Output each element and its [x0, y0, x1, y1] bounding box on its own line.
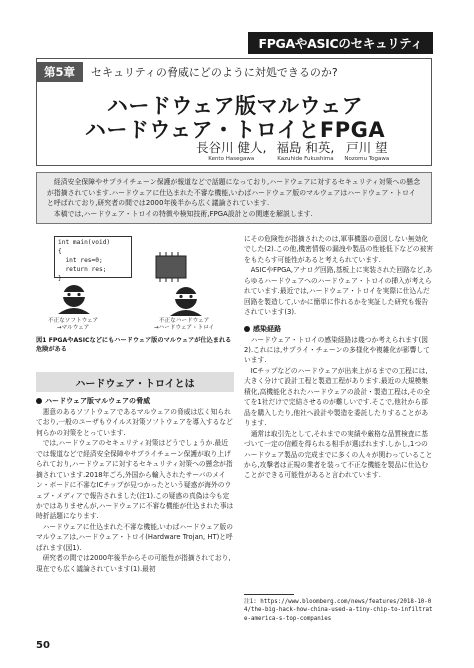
paragraph: ICチップなどのハードウェアが出来上がるまでの工程には,大きく分けて設計工程と製造工程があります.最近の大規模集積化,高機能化されたハードウェアの設計・製造工程は,その全てを1社だけで完結させるのが難しいです.そこで,他社から部品を購入したり,他社へ設計や製造を委託したりすることがあります.: [244, 366, 430, 428]
figure-1: [36, 234, 236, 334]
left-column: [36, 396, 234, 574]
chapter-row: [36, 62, 338, 82]
right-column: [244, 234, 434, 481]
subheading: [244, 324, 434, 335]
paragraph: ASICやFPGA,アナログ回路,基板上に実装された回路など,あらゆるハードウェアへのハードウェア・トロイの挿入が考えられています.最近では,ハードウェア・トロイを実際に仕込んだ回路を製造して,いかに簡単に作れるかを実証した研究も報告されています(3).: [244, 266, 433, 317]
label-hardware: [154, 318, 214, 333]
hacker-icon: [58, 285, 90, 314]
label-line: 不正なソフトウェア: [48, 318, 99, 324]
paragraph: ハードウェア・トロイの感染経路は幾つか考えられます(図2).これには,サプライ・チェーンの多様化や複雑化が影響しています.: [244, 335, 430, 365]
title-line-1: ハードウェア版マルウェア: [106, 94, 364, 118]
paragraph: ハードウェアに仕込まれた不審な機能,いわばハードウェア版のマルウェアは,ハードウェア・トロイ(Hardware Trojan, HT)と呼ばれます(図1).: [36, 522, 233, 552]
paragraph: では,ハードウェアのセキュリティ対策はどうでしょうか.最近では報道などで経済安全保障やサプライチェーン保護が取り上げられており,ハードウェアに対するセキュリティ対策への懸念が指摘されています.2018年ごろ,外国から輸入されたサーバのメイン・ボードに不審なICチップが見つかったという疑惑が海外のウェブ・メディアで報告されました(注1).この疑惑の真偽は今も定かではありませんが,ハードウェアに不審な機能が仕込まれた事は時折話題になります.: [36, 439, 234, 521]
author-name-ja: 福島 和英,: [276, 140, 335, 155]
section-heading: ハードウェア・トロイとは: [36, 372, 234, 392]
series-tag: FPGAやASICのセキュリティ: [248, 32, 433, 54]
author: [344, 138, 389, 162]
abstract: [36, 172, 432, 224]
chapter-badge: 第5章: [36, 62, 83, 82]
figure-caption: 図1 FPGAやASICなどにもハードウェア版のマルウェアが仕込まれる危険がある: [36, 337, 232, 354]
author-name-ja: 戸川 望: [346, 140, 388, 155]
bullet-icon: [244, 326, 250, 332]
subheading: [36, 396, 234, 407]
author: [196, 138, 266, 162]
author-name-en: Kazuhide Fukushima: [277, 156, 334, 162]
footnote: 注1: https://www.bloomberg.com/news/features/2018-10-04/the-big-hack-how-china-used-a-tiny-chip-to-infiltrate-america-s-top-companies: [244, 599, 433, 622]
footnote-rule: [244, 594, 294, 595]
author-name-ja: 長谷川 健人,: [196, 140, 267, 155]
author: [276, 138, 334, 162]
abstract-paragraph: 経済安全保障やサプライチェーン保護が報道などで話題になっており,ハードウェアに対するセキュリティ対策への懸念が指摘されています.ハードウェアに仕込まれた不審な機能,いわばハードウェア版のマルウェアはハードウェア・トロイと呼ばれており,研究者の間では2000年後半から広く議論されています.: [47, 178, 421, 208]
paragraph: 悪意のあるソフトウェアであるマルウェアの脅威は広く知られており,一般のユーザもウイルス対策ソフトウェアを導入するなど何らかの対策をとっています.: [36, 407, 233, 437]
label-software: [48, 318, 98, 333]
author-name-en: Kento Hasegawa: [208, 156, 255, 162]
paragraph: にその危険性が指摘されたのは,軍事機器の意図しない無効化でした(2).この他,機密情報の漏洩や製品の性能低下などの被害をもたらす可能性があると考えられています.: [244, 235, 434, 264]
paragraph: 通常は取引先として,それまでの実績や厳格な品質検査に基づいて一定の信頼を得られる相手が選ばれます.しかし,1つのハードウェア製品の完成までに多くの人々が関わっていることから,攻撃者は正規の業者を装って不正な機能を製品に仕込むことができる可能性があると言われています.: [244, 429, 433, 480]
label-line: →マルウェア: [56, 325, 90, 332]
title-line-2: ハードウェア・トロイとFPGA: [84, 118, 386, 142]
chapter-question: セキュリティの脅威にどのように対処できるのか?: [91, 66, 338, 79]
hacker-icon: [170, 287, 202, 316]
author-name-en: Nozomu Togawa: [344, 156, 390, 162]
subheading-text: 感染経路: [253, 324, 282, 333]
page-number: 50: [36, 640, 50, 651]
code-snippet: int main(void) { int res=0; return res; }: [54, 236, 132, 278]
bullet-icon: [36, 398, 42, 404]
abstract-paragraph: 本稿では,ハードウェア・トロイの特徴や検知技術,FPGA設計との関連を解説します.: [53, 209, 313, 218]
label-line: →ハードウェア・トロイ: [154, 325, 215, 332]
author-list: [196, 138, 389, 162]
chip-icon: [156, 252, 186, 282]
label-line: 不正なハードウェア: [159, 318, 210, 324]
subheading-text: ハードウェア版マルウェアの脅威: [45, 397, 151, 405]
paragraph: 研究者の間では2000年後半からその可能性が指摘されており,現在でも広く議論されています(1).最初: [36, 554, 231, 573]
